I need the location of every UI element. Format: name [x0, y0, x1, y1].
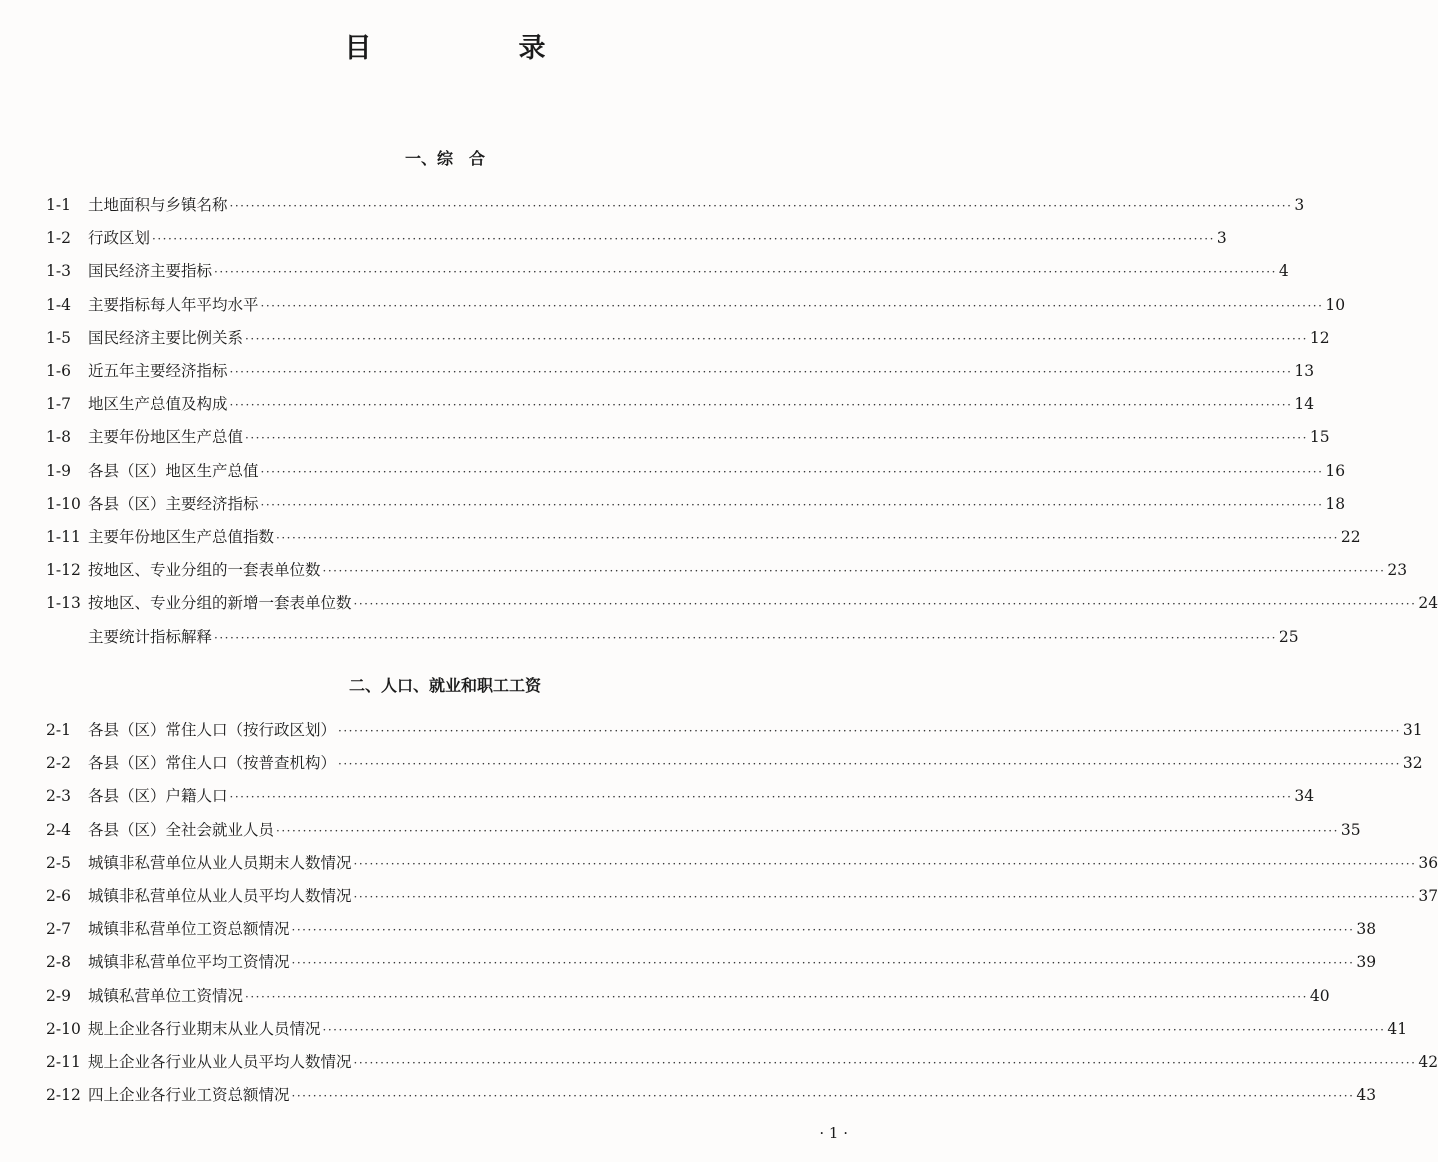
toc-entry-title: 行政区划	[88, 229, 151, 248]
dot-leader: ········································································································································································································	[276, 823, 1339, 838]
toc-entry-number: 1-13	[46, 594, 81, 613]
toc-entry[interactable]	[46, 492, 1346, 514]
toc-entry[interactable]	[46, 558, 1408, 580]
toc-entry-page: 24	[1418, 594, 1438, 613]
dot-leader: ········································································································································································································	[229, 398, 1293, 413]
toc-entry-number: 1-5	[46, 328, 71, 347]
toc-entry-title: 近五年主要经济指标	[88, 362, 228, 380]
toc-entry[interactable]	[46, 326, 1330, 348]
toc-entry-number: 2-1	[46, 721, 71, 739]
toc-entry[interactable]	[46, 818, 1361, 840]
toc-entry-number: 1-8	[46, 428, 71, 447]
toc-entry-number: 1-3	[46, 262, 71, 281]
toc-entry-number: 2-3	[46, 787, 71, 806]
dot-leader: ········································································································································································································	[353, 1056, 1417, 1070]
toc-entry-title: 规上企业各行业期末从业人员情况	[88, 1019, 321, 1038]
toc-entry[interactable]	[46, 884, 1438, 906]
toc-entry[interactable]	[46, 525, 1361, 547]
toc-entry-title: 各县（区）全社会就业人员	[88, 820, 275, 839]
toc-entry[interactable]	[46, 851, 1438, 873]
toc-entry-page: 25	[1278, 627, 1299, 646]
toc-entry-number: 2-2	[46, 754, 71, 773]
toc-entry-page: 23	[1387, 561, 1408, 580]
toc-entry-page: 43	[1356, 1086, 1377, 1105]
toc-entry-number: 1-2	[46, 229, 71, 248]
toc-entry-page: 38	[1356, 920, 1377, 939]
dot-leader: ········································································································································································································	[245, 331, 1308, 346]
dot-leader: ········································································································································································································	[291, 923, 1355, 938]
dot-leader: ········································································································································································································	[245, 431, 1308, 446]
dot-leader: ········································································································································································································	[260, 298, 1324, 313]
toc-entry-title: 按地区、专业分组的一套表单位数	[88, 561, 321, 580]
dot-leader: ········································································································································································································	[291, 1089, 1355, 1104]
toc-entry-title: 主要指标每人年平均水平	[88, 295, 259, 314]
toc-entry-number: 2-11	[46, 1053, 81, 1071]
toc-entry-page: 31	[1402, 721, 1423, 739]
dot-leader: ········································································································································································································	[214, 265, 1277, 280]
toc-entry[interactable]	[46, 784, 1315, 806]
dot-leader: ········································································································································································································	[229, 790, 1293, 805]
toc-entry-number: 2-12	[46, 1086, 81, 1105]
toc-entry-page: 3	[1294, 196, 1305, 214]
page-title: 目 录	[344, 33, 606, 64]
toc-entry[interactable]	[46, 459, 1346, 481]
dot-leader: ········································································································································································································	[245, 989, 1308, 1004]
toc-entry-page: 32	[1402, 754, 1423, 773]
toc-entry-title: 城镇非私营单位平均工资情况	[88, 953, 290, 972]
toc-entry-number: 1-6	[46, 362, 71, 380]
dot-leader: ········································································································································································································	[229, 199, 1293, 213]
toc-entry-page: 37	[1418, 887, 1438, 905]
dot-leader: ········································································································································································································	[353, 856, 1417, 871]
toc-entry[interactable]	[46, 392, 1315, 414]
toc-entry[interactable]	[46, 259, 1289, 281]
toc-entry-number: 2-8	[46, 953, 71, 972]
toc-entry-page: 12	[1309, 328, 1330, 347]
toc-entry-number: 1-1	[46, 196, 71, 214]
toc-entry-title: 四上企业各行业工资总额情况	[88, 1086, 290, 1105]
section-heading: 一、综 合	[404, 149, 485, 168]
toc-entry-number: 2-9	[46, 986, 71, 1005]
toc-entry[interactable]	[46, 425, 1330, 447]
section-heading: 二、人口、就业和职工工资	[348, 676, 541, 695]
toc-entry[interactable]	[46, 1083, 1377, 1105]
toc-entry-page: 42	[1418, 1053, 1438, 1071]
toc-entry-title: 国民经济主要比例关系	[88, 328, 244, 347]
toc-entry-page: 34	[1294, 787, 1315, 806]
dot-leader: ········································································································································································································	[276, 531, 1339, 545]
toc-entry-page: 14	[1294, 395, 1315, 414]
dot-leader: ········································································································································································································	[152, 232, 1215, 247]
toc-entry-page: 4	[1278, 262, 1289, 281]
toc-entry-title: 城镇非私营单位从业人员期末人数情况	[88, 853, 352, 872]
toc-entry-page: 16	[1325, 461, 1346, 480]
toc-entry-page: 36	[1418, 853, 1438, 872]
toc-entry-title: 主要年份地区生产总值	[88, 428, 244, 447]
toc-entry-page: 41	[1387, 1019, 1408, 1038]
toc-entry[interactable]	[46, 359, 1315, 381]
toc-entry-title: 各县（区）地区生产总值	[88, 461, 259, 480]
dot-leader: ········································································································································································································	[338, 724, 1401, 738]
toc-entry-title: 主要统计指标解释	[88, 627, 213, 646]
toc-entry-title: 土地面积与乡镇名称	[88, 196, 228, 214]
toc-entry[interactable]	[46, 751, 1423, 773]
toc-entry[interactable]	[46, 293, 1346, 315]
toc-entry-page: 22	[1340, 528, 1361, 546]
toc-entry[interactable]	[46, 625, 1299, 647]
toc-entry[interactable]	[46, 718, 1423, 740]
toc-entry-title: 各县（区）常住人口（按行政区划）	[88, 721, 337, 739]
toc-entry-number: 1-7	[46, 395, 71, 414]
toc-entry-title: 城镇私营单位工资情况	[88, 986, 244, 1005]
toc-entry-title: 主要年份地区生产总值指数	[88, 528, 275, 546]
dot-leader: ········································································································································································································	[214, 630, 1277, 645]
toc-entry-page: 39	[1356, 953, 1377, 972]
toc-entry[interactable]	[46, 950, 1377, 972]
toc-entry-title: 地区生产总值及构成	[88, 395, 228, 414]
dot-leader: ········································································································································································································	[260, 497, 1324, 512]
toc-entry-number: 2-7	[46, 920, 71, 939]
toc-entry-number: 1-11	[46, 528, 81, 546]
toc-entry-number: 2-6	[46, 887, 71, 905]
toc-entry[interactable]	[46, 226, 1227, 248]
dot-leader: ········································································································································································································	[322, 1022, 1386, 1037]
toc-entry-number: 2-10	[46, 1019, 81, 1038]
toc-entry-page: 10	[1325, 295, 1346, 314]
dot-leader: ········································································································································································································	[338, 757, 1401, 772]
dot-leader: ········································································································································································································	[260, 464, 1324, 479]
toc-entry[interactable]	[46, 1017, 1408, 1039]
toc-entry-number: 1-4	[46, 295, 71, 314]
toc-entry-title: 城镇非私营单位工资总额情况	[88, 920, 290, 939]
toc-entry[interactable]	[46, 591, 1438, 613]
toc-entry-number: 1-9	[46, 461, 71, 480]
page-number: · 1 ·	[819, 1124, 848, 1142]
toc-entry-number: 2-4	[46, 820, 71, 839]
toc-entry-number: 2-5	[46, 853, 71, 872]
toc-entry-title: 各县（区）主要经济指标	[88, 494, 259, 513]
toc-entry[interactable]	[46, 1050, 1438, 1072]
dot-leader: ········································································································································································································	[229, 365, 1293, 379]
toc-entry-title: 国民经济主要指标	[88, 262, 213, 281]
toc-entry-number: 1-12	[46, 561, 81, 580]
toc-entry-page: 40	[1309, 986, 1330, 1005]
toc-entry-title: 规上企业各行业从业人员平均人数情况	[88, 1053, 352, 1071]
toc-entry-title: 按地区、专业分组的新增一套表单位数	[88, 594, 352, 613]
dot-leader: ········································································································································································································	[291, 956, 1355, 971]
toc-entry-title: 各县（区）常住人口（按普查机构）	[88, 754, 337, 773]
dot-leader: ········································································································································································································	[353, 597, 1417, 612]
toc-entry-page: 35	[1340, 820, 1361, 839]
dot-leader: ········································································································································································································	[322, 564, 1386, 579]
toc-entry-page: 13	[1294, 362, 1315, 380]
toc-entry-title: 城镇非私营单位从业人员平均人数情况	[88, 887, 352, 905]
toc-entry-title: 各县（区）户籍人口	[88, 787, 228, 806]
toc-entry[interactable]	[46, 917, 1377, 939]
toc-entry-page: 18	[1325, 494, 1346, 513]
toc-entry[interactable]	[46, 984, 1330, 1006]
toc-entry-page: 3	[1216, 229, 1227, 248]
toc-entry[interactable]	[46, 193, 1305, 215]
toc-entry-number: 1-10	[46, 494, 81, 513]
toc-entry-page: 15	[1309, 428, 1330, 447]
dot-leader: ········································································································································································································	[353, 890, 1417, 904]
